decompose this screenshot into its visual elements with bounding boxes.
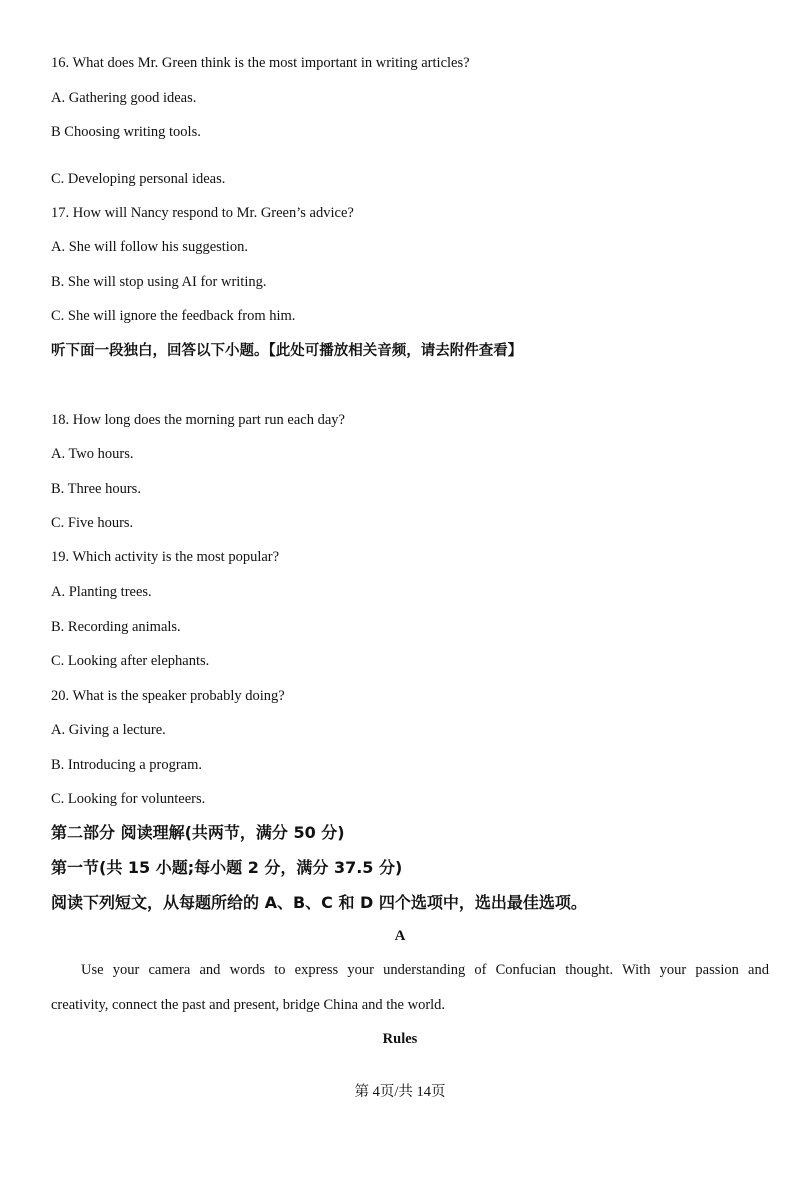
question-19-option-c: C. Looking after elephants.	[51, 653, 210, 669]
question-18-option-b: B. Three hours.	[51, 481, 141, 497]
monologue-instruction: 听下面一段独白，回答以下小题。【此处可播放相关音频，请去附件查看】	[51, 343, 523, 359]
reading-instruction: 阅读下列短文，从每题所给的 A、B、C 和 D 四个选项中，选出最佳选项。	[51, 893, 587, 912]
question-16-option-c: C. Developing personal ideas.	[51, 171, 226, 187]
question-17-option-c: C. She will ignore the feedback from him.	[51, 308, 296, 324]
question-16-option-b: B Choosing writing tools.	[51, 124, 201, 140]
part2-heading: 第二部分 阅读理解(共两节，满分 50 分)	[51, 823, 345, 842]
rules-subheading: Rules	[382, 1031, 418, 1047]
question-17-stem: 17. How will Nancy respond to Mr. Green’s advice?	[51, 205, 354, 221]
question-17-option-a: A. She will follow his suggestion.	[51, 239, 248, 255]
question-20-option-c: C. Looking for volunteers.	[51, 791, 206, 807]
page-number: 第 4页/共 14页	[354, 1084, 446, 1100]
passage-paragraph-line-2: creativity, connect the past and present, bridge China and the world.	[51, 997, 446, 1013]
question-20-stem: 20. What is the speaker probably doing?	[51, 688, 285, 704]
passage-label: A	[394, 928, 406, 944]
question-18-stem: 18. How long does the morning part run each day?	[51, 412, 345, 428]
question-19-stem: 19. Which activity is the most popular?	[51, 549, 280, 565]
question-16-stem: 16. What does Mr. Green think is the most important in writing articles?	[51, 55, 470, 71]
question-17-option-b: B. She will stop using AI for writing.	[51, 274, 267, 290]
question-19-option-a: A. Planting trees.	[51, 584, 152, 600]
passage-paragraph-line-1: Use your camera and words to express your understanding of Confucian thought. With your passion and	[81, 962, 769, 978]
question-16-option-a: A. Gathering good ideas.	[51, 90, 197, 106]
question-20-option-b: B. Introducing a program.	[51, 757, 203, 773]
question-20-option-a: A. Giving a lecture.	[51, 722, 166, 738]
question-18-option-c: C. Five hours.	[51, 515, 134, 531]
question-18-option-a: A. Two hours.	[51, 446, 134, 462]
question-19-option-b: B. Recording animals.	[51, 619, 181, 635]
section1-heading: 第一节(共 15 小题;每小题 2 分，满分 37.5 分)	[51, 858, 403, 877]
